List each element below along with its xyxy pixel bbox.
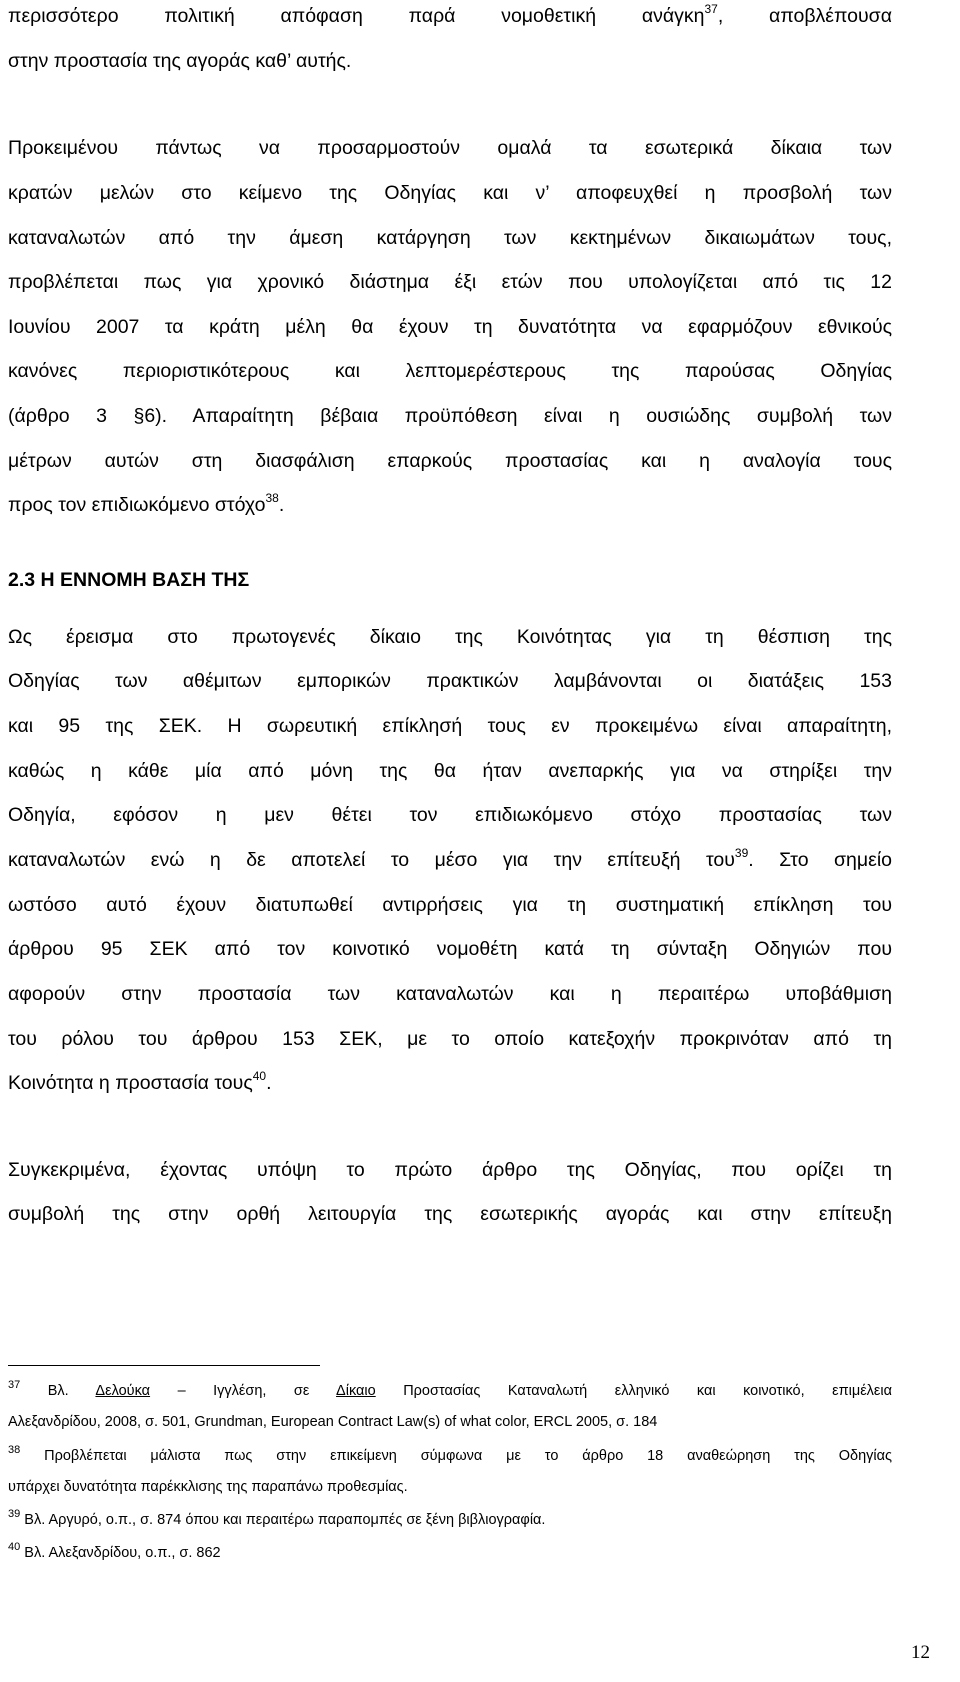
text-line: (άρθρο 3 §6). Απαραίτητη βέβαια προϋπόθεση είναι η ουσιώδης συμβολή των — [8, 405, 892, 427]
text-line: Συγκεκριμένα, έχοντας υπόψη το πρώτο άρθρο της Οδηγίας, που ορίζει τη — [8, 1159, 892, 1181]
footnote-38-cont: υπάρχει δυνατότητα παρέκκλισης της παραπάνω προθεσμίας. — [8, 1479, 408, 1495]
text-line: Προκειμένου πάντως να προσαρμοστούν ομαλά τα εσωτερικά δίκαια των — [8, 137, 892, 159]
text-line: καταναλωτών ενώ η δε αποτελεί το μέσο για την επίτευξή του$^{39}$. Στο σημείο — [8, 846, 892, 871]
page-number: 12 — [911, 1642, 930, 1663]
text-line: Οδηγίας των αθέμιτων εμπορικών πρακτικών λαμβάνονται οι διατάξεις 153 — [8, 670, 892, 692]
text-line: καθώς η κάθε μία από μόνη της θα ήταν ανεπαρκής για να στηρίξει την — [8, 760, 892, 782]
text-line: άρθρου 95 ΣΕΚ από τον κοινοτικό νομοθέτη κατά τη σύνταξη Οδηγιών που — [8, 938, 892, 960]
text-line: στην προστασία της αγοράς καθ’ αυτής. — [8, 50, 352, 72]
footnote-39: $^{39}$ Βλ. Αργυρό, ο.π., σ. 874 όπου και περαιτέρω παραπομπές σε ξένη βιβλιογραφία. — [8, 1508, 546, 1528]
footnote-ref[interactable]: 39 — [734, 846, 749, 860]
footnote-number: 39 — [8, 1508, 21, 1520]
text-line: κανόνες περιοριστικότερους και λεπτομερέστερους της παρούσας Οδηγίας — [8, 360, 892, 382]
footnote-ref[interactable]: 37 — [704, 2, 718, 16]
text-line: προς τον επιδιωκόμενο στόχο$^{38}$. — [8, 491, 285, 516]
text-line: συμβολή της στην ορθή λειτουργία της εσωτερικής αγοράς και στην επίτευξη — [8, 1203, 892, 1225]
text-line: καταναλωτών από την άμεση κατάργηση των κεκτημένων δικαιωμάτων τους, — [8, 227, 892, 249]
text-line: Οδηγία, εφόσον η μεν θέτει τον επιδιωκόμενο στόχο προστασίας των — [8, 804, 892, 826]
text-line: περισσότερο πολιτική απόφαση παρά νομοθετική ανάγκη$^{37}$, αποβλέπουσα — [8, 2, 892, 27]
text-line: αφορούν στην προστασία των καταναλωτών και η περαιτέρω υποβάθμιση — [8, 983, 892, 1005]
footnote-number: 40 — [8, 1541, 21, 1553]
footnote-ref[interactable]: 40 — [252, 1069, 267, 1083]
footnote-number: 37 — [8, 1379, 21, 1391]
text-line: ωστόσο αυτό έχουν διατυπωθεί αντιρρήσεις για τη συστηματική επίκληση του — [8, 894, 892, 916]
footnote-separator — [8, 1365, 320, 1366]
footnote-ref[interactable]: 38 — [265, 491, 279, 505]
footnote-40: $^{40}$ Βλ. Αλεξανδρίδου, ο.π., σ. 862 — [8, 1541, 221, 1561]
section-heading: 2.3 Η ΕΝΝΟΜΗ ΒΑΣΗ ΤΗΣ — [8, 569, 250, 591]
text-line: κρατών μελών στο κείμενο της Οδηγίας και ν’ αποφευχθεί η προσβολή των — [8, 182, 892, 204]
text-line: Κοινότητα η προστασία τους$^{40}$. — [8, 1069, 272, 1094]
footnote-number: 38 — [8, 1444, 21, 1456]
text-line: προβλέπεται πως για χρονικό διάστημα έξι ετών που υπολογίζεται από τις 12 — [8, 271, 892, 293]
footnote-37-cont: Αλεξανδρίδου, 2008, σ. 501, Grundman, European Contract Law(s) of what color, ERCL 2005, σ. 184 — [8, 1414, 658, 1430]
text-line: Ως έρεισμα στο πρωτογενές δίκαιο της Κοινότητας για τη θέσπιση της — [8, 626, 892, 648]
footnote-38: $^{38}$ Προβλέπεται μάλιστα πως στην επικείμενη σύμφωνα με το άρθρο 18 αναθεώρηση της Οδηγίας — [8, 1444, 893, 1464]
footnote-37: $^{37}$ Βλ. Δελούκα – Ιγγλέση, σε Δίκαιο Προστασίας Καταναλωτή ελληνικό και κοινοτικό, επιμέλεια — [8, 1379, 892, 1399]
text-line: μέτρων αυτών στη διασφάλιση επαρκούς προστασίας και η αναλογία τους — [8, 450, 892, 472]
text-line: Ιουνίου 2007 τα κράτη μέλη θα έχουν τη δυνατότητα να εφαρμόζουν εθνικούς — [8, 316, 892, 338]
text-line: του ρόλου του άρθρου 153 ΣΕΚ, με το οποίο κατεξοχήν προκρινόταν από τη — [8, 1028, 892, 1050]
text-line: και 95 της ΣΕΚ. Η σωρευτική επίκλησή τους εν προκειμένω είναι απαραίτητη, — [8, 715, 892, 737]
